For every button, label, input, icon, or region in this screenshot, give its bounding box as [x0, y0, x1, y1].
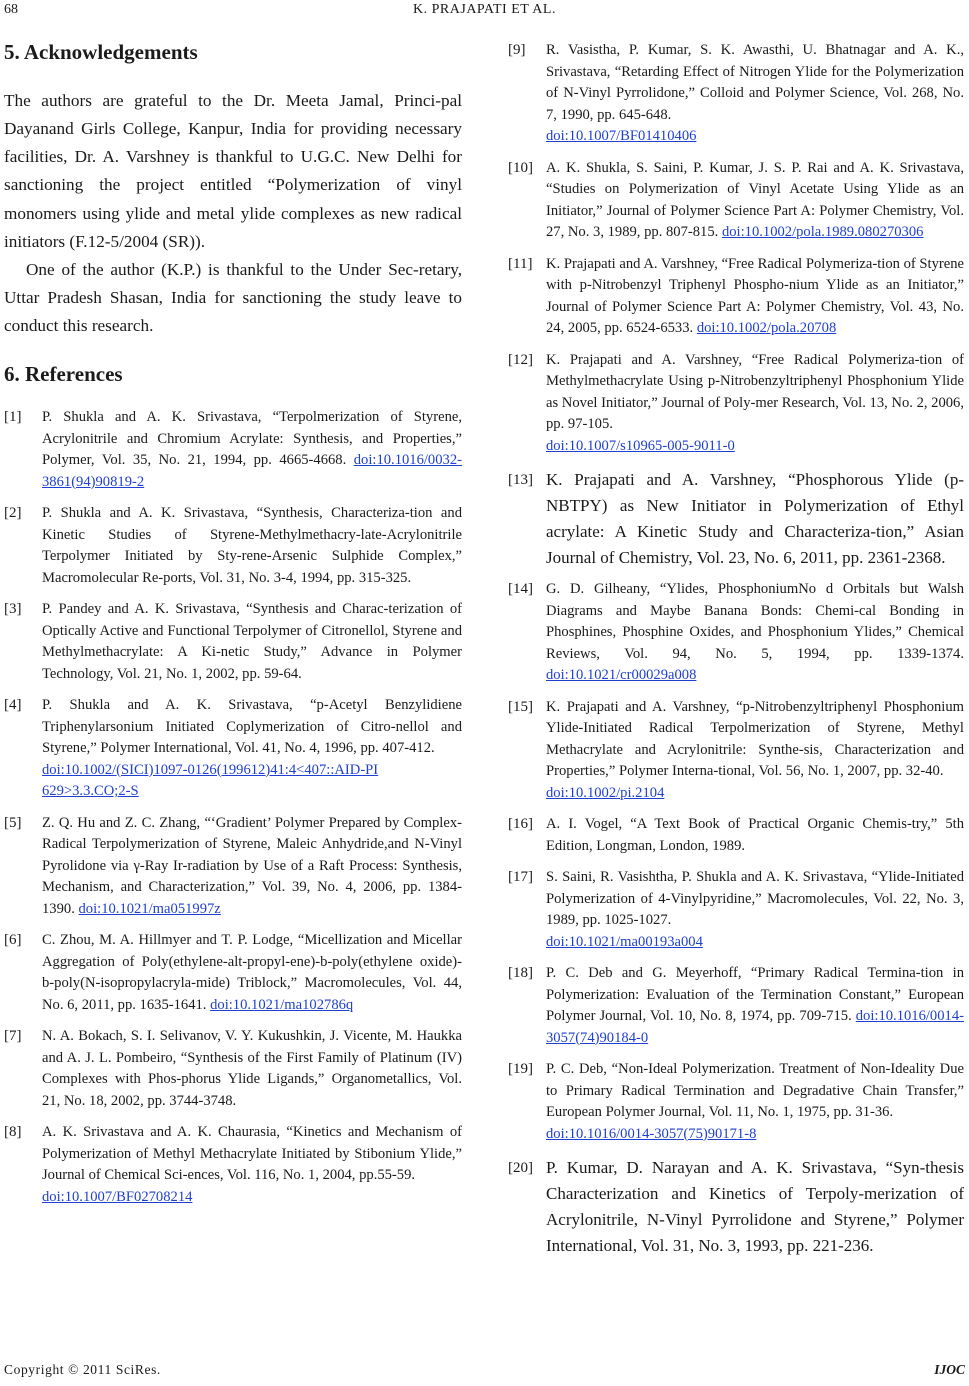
- reference-number: [17]: [508, 869, 533, 885]
- reference-text: P. Pandey and A. K. Srivastava, “Synthesis and Charac-terization of Optically Active and Functional Terpolymer of Citronellol, Styrene and Methylmethacrylate: A Ki-netic Study,” Advance in Polymer Technology, Vol. 21, No. 1, 2002, pp. 59-64.: [42, 601, 462, 682]
- reference-6: [4, 930, 462, 1016]
- reference-2: [4, 503, 462, 589]
- reference-text: S. Saini, R. Vasishtha, P. Shukla and A. K. Srivastava, “Ylide-Initiated Polymerization of 4-Vinylpyridine,” Macromolecules, Vol. 22, No. 3, 1989, pp. 1025-1027.: [546, 869, 964, 928]
- reference-number: [16]: [508, 816, 533, 832]
- ack-paragraph-2: One of the author (K.P.) is thankful to the Under Sec-retary, Uttar Pradesh Shasan, India for sanctioning the study leave to conduct this research.: [4, 259, 462, 335]
- doi-link[interactable]: doi:10.1021/ma00193a004: [546, 933, 703, 950]
- right-column: [508, 40, 964, 1259]
- reference-15: [508, 697, 964, 805]
- reference-text: K. Prajapati and A. Varshney, “Free Radical Polymeriza-tion of Methylmethacrylate Using p-Nitrobenzyltriphenyl Phosphonium Ylide as Novel Initiator,” Journal of Poly-mer Research, Vol. 13, No. 2, 2006, pp. 97-105.: [546, 351, 964, 432]
- reference-text: P. Shukla and A. K. Srivastava, “Terpolmerization of Styrene, Acrylonitrile and Chromium Acrylate: Synthesis, and Properties,” Polymer, Vol. 35, No. 21, 1994, pp. 4665-4668.: [42, 409, 462, 469]
- reference-13: [508, 467, 964, 571]
- copyright-notice: Copyright © 2011 SciRes.: [4, 1362, 161, 1377]
- running-title: K. PRAJAPATI ET AL.: [413, 2, 556, 17]
- reference-text: P. Kumar, D. Narayan and A. K. Srivastava, “Syn-thesis Characterization and Kinetics of Terpoly-merization of Acrylonitrile, N-Vinyl Pyrrolidone and Styrene,” Polymer International, Vol. 31, No. 3, 1993, pp. 221-236.: [546, 1158, 964, 1255]
- reference-16: [508, 814, 964, 857]
- reference-text: P. C. Deb and G. Meyerhoff, “Primary Radical Termina-tion in Polymerization: Evaluation of the Termination Constant,” European Polymer Journal, Vol. 10, No. 8, 1974, pp. 709-715.: [546, 965, 964, 1024]
- reference-text: C. Zhou, M. A. Hillmyer and T. P. Lodge, “Micellization and Micellar Aggregation of Poly(ethylene-alt-propyl-ene)-b-poly(ethylene oxide)-b-poly(N-isopropylacryla-mide) Triblock,” Macromolecules, Vol. 44, No. 6, 2011, pp. 1635-1641.: [42, 932, 462, 1013]
- reference-7: [4, 1026, 462, 1112]
- reference-text: A. I. Vogel, “A Text Book of Practical Organic Chemis-try,” 5th Edition, Longman, London, 1989.: [546, 816, 964, 854]
- reference-number: [14]: [508, 581, 533, 597]
- reference-number: [4]: [4, 697, 22, 714]
- doi-link[interactable]: doi:10.1007/BF02708214: [42, 1188, 193, 1205]
- doi-link[interactable]: doi:10.1021/cr00029a008: [546, 667, 697, 683]
- reference-number: [15]: [508, 698, 533, 715]
- reference-9: [508, 40, 964, 148]
- reference-number: [5]: [4, 814, 22, 831]
- doi-link[interactable]: doi:10.1002/pola.20708: [696, 320, 837, 336]
- reference-number: [1]: [4, 409, 22, 426]
- doi-link[interactable]: doi:10.1007/BF01410406: [546, 128, 697, 144]
- reference-number: [19]: [508, 1061, 533, 1077]
- doi-link[interactable]: doi:10.1002/pola.1989.080270306: [721, 224, 924, 240]
- reference-number: [2]: [4, 505, 22, 522]
- reference-4: [4, 695, 462, 803]
- reference-text: P. Shukla and A. K. Srivastava, “Synthesis, Characteriza-tion and Kinetic Studies of Styrene-Methylmethacry-late-Acrylonitrile Terpolymer Initiated by Sty-rene-Arsenic Sulphide Complex,” Macromolecular Re-ports, Vol. 31, No. 3-4, 1994, pp. 315-325.: [42, 505, 462, 586]
- ack-paragraph-1: The authors are grateful to the Dr. Meeta Jamal, Princi-pal Dayanand Girls College, Kanpur, India for providing necessary facilities, Dr. A. Varshney is thankful to U.G.C. New Delhi for sanctioning the project entitled “Polymerization of vinyl monomers using ylide and metal ylide complexes as new radical initiators (F.12-5/2004 (SR)).: [4, 91, 462, 251]
- reference-text: A. K. Srivastava and A. K. Chaurasia, “Kinetics and Mechanism of Polymerization of Methyl Methacrylate Initiated by Stibonium Ylide,” Journal of Chemical Sci-ences, Vol. 116, No. 1, 2004, pp.55-59.: [42, 1124, 462, 1184]
- reference-number: [7]: [4, 1028, 22, 1045]
- reference-text: Z. Q. Hu and Z. C. Zhang, “‘Gradient’ Polymer Prepared by Complex-Radical Terpolymerization of Styrene, Maleic Anhydride,and N-Vinyl Pyrolidone via γ-Ray Ir-radiation by Use of a Raft Process: Synthesis, Mechanism, and Characterization,” Vol. 39, No. 4, 2006, pp. 1384-1390.: [42, 814, 462, 917]
- reference-1: [4, 407, 462, 493]
- reference-5: [4, 813, 462, 921]
- reference-18: [508, 963, 964, 1049]
- reference-17: [508, 867, 964, 953]
- reference-number: [6]: [4, 932, 22, 949]
- reference-number: [10]: [508, 159, 533, 176]
- reference-text: N. A. Bokach, S. I. Selivanov, V. Y. Kukushkin, J. Vicente, M. Haukka and A. J. L. Pombeiro, “Synthesis of the First Family of Platinum (IV) Complexes with Phos-phorus Ylide Ligands,” Organometallics, Vol. 21, No. 18, 2002, pp. 3744-3748.: [42, 1028, 462, 1109]
- reference-number: [8]: [4, 1124, 22, 1141]
- reference-3: [4, 599, 462, 685]
- doi-link[interactable]: doi:10.1002/(SICI)1097-0126(199612)41:4<407::AID-PI 629>3.3.CO;2-S: [42, 761, 379, 800]
- reference-19: [508, 1059, 964, 1145]
- doi-link[interactable]: doi:10.1016/0014-3057(74)90184-0: [546, 1008, 964, 1046]
- left-column: [4, 30, 462, 1208]
- reference-text: K. Prajapati and A. Varshney, “Free Radical Polymeriza-tion of Styrene with p-Nitrobenzyl Triphenyl Phospho-nium Ylide as an Initiator,” Journal of Polymer Science Part A: Polymer Chemistry, Vol. 43, No. 24, 2005, pp. 6524-6533.: [546, 255, 964, 336]
- page-number: 68: [4, 2, 18, 17]
- reference-text: K. Prajapati and A. Varshney, “p-Nitrobenzyltriphenyl Phosphonium Ylide-Initiated Radical Terpolmerization of Styrene, Methyl Methacrylate and Acrylonitrile: Synthe-sis, Characterization and Properties,” Polymer Interna-tional, Vol. 56, No. 1, 2007, pp. 32-40.: [546, 698, 964, 779]
- doi-link[interactable]: doi:10.1016/0032-3861(94)90819-2: [42, 452, 462, 490]
- reference-number: [3]: [4, 601, 22, 618]
- doi-link[interactable]: doi:10.1002/pi.2104: [546, 784, 665, 801]
- reference-number: [13]: [508, 472, 533, 488]
- reference-8: [4, 1122, 462, 1208]
- reference-14: [508, 579, 964, 687]
- reference-number: [18]: [508, 965, 533, 981]
- doi-link[interactable]: doi:10.1021/ma051997z: [78, 900, 221, 917]
- reference-text: K. Prajapati and A. Varshney, “Phosphorous Ylide (p-NBTPY) as New Initiator in Polymerization of Ethyl acrylate: A Kinetic Study and Characteriza-tion,” Asian Journal of Chemistry, Vol. 23, No. 6, 2011, pp. 2361-2368.: [546, 470, 964, 567]
- reference-number: [11]: [508, 255, 533, 272]
- reference-text: P. C. Deb, “Non-Ideal Polymerization. Treatment of Non-Ideality Due to Primary Radical Termination and Degradative Chain Transfer,” European Polymer Journal, Vol. 11, No. 1, 1975, pp. 31-36.: [546, 1061, 964, 1120]
- journal-abbreviation: IJOC: [934, 1362, 965, 1377]
- reference-text: R. Vasistha, P. Kumar, S. K. Awasthi, U. Bhatnagar and A. K., Srivastava, “Retarding Effect of Nitrogen Ylide for the Polymerization of N-Vinyl Pyrrolidone,” Colloid and Polymer Science, Vol. 268, No. 7, 1990, pp. 645-648.: [546, 42, 964, 123]
- reference-12: [508, 350, 964, 458]
- reference-text: G. D. Gilheany, “Ylides, PhosphoniumNo d Orbitals but Walsh Diagrams and Maybe Banana Bonds: Chemi-cal Bonding in Phosphines, Phosphine Oxides, and Phosphonium Ylides,” Chemical Reviews, Vol. 94, No. 5, 1994, pp. 1339-1374.: [546, 581, 964, 662]
- doi-link[interactable]: doi:10.1016/0014-3057(75)90171-8: [546, 1125, 757, 1142]
- reference-10: [508, 158, 964, 244]
- reference-number: [9]: [508, 42, 526, 58]
- ack-heading: 5. Acknowledgements: [4, 40, 198, 64]
- reference-text: A. K. Shukla, S. Saini, P. Kumar, J. S. P. Rai and A. K. Srivastava, “Studies on Polymerization of Vinyl Acetate Using Ylide as an Initiator,” Journal of Polymer Science Part A: Polymer Chemistry, Vol. 27, No. 3, 1989, pp. 807-815.: [546, 159, 964, 240]
- reference-text: P. Shukla and A. K. Srivastava, “p-Acetyl Benzylidiene Triphenylarsonium Initiated Coplymerization of Citro-nellol and Styrene,” Polymer International, Vol. 41, No. 4, 1996, pp. 407-412.: [42, 697, 462, 757]
- reference-number: [12]: [508, 351, 533, 368]
- reference-20: [508, 1155, 964, 1259]
- reference-number: [20]: [508, 1160, 533, 1176]
- reference-11: [508, 254, 964, 340]
- references-heading: 6. References: [4, 362, 123, 387]
- doi-link[interactable]: doi:10.1021/ma102786q: [210, 996, 354, 1013]
- doi-link[interactable]: doi:10.1007/s10965-005-9011-0: [546, 437, 735, 454]
